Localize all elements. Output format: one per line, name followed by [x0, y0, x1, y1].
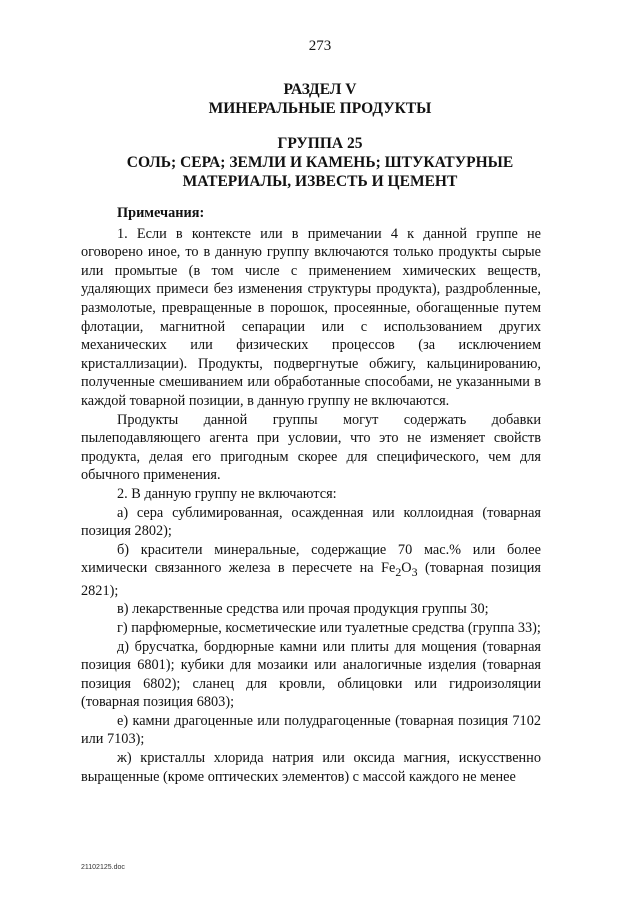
exclusion-item-b [81, 541, 541, 601]
group-heading [0, 134, 640, 191]
item-b-text-pre: б) красители минеральные, содержащие 70 мас.% или более химически связанного железа в пересчете на Fe [81, 541, 541, 577]
footer-filename: 21102125.doc [81, 864, 125, 871]
note-paragraph-2: Продукты данной группы могут содержать добавки пылеподавляющего агента при условии, что это не изменяет свойств продукта, делая его пригодным скорее для специфического, чем для обычного применения. [81, 411, 541, 484]
exclusion-item-e: е) камни драгоценные или полудрагоценные (товарная позиция 7102 или 7103); [81, 712, 541, 748]
notes-body [81, 204, 541, 786]
section-heading [0, 80, 640, 118]
note-paragraph-1: 1. Если в контексте или в примечании 4 к данной группе не оговорено иное, то в данную группу включаются только продукты сырые или промытые (в том числе с применением химических веществ, удаляющих примеси без изменения структуры продукта), раздробленные, размолотые, превращенные в порошок, просеянные, обогащенные путем флотации, магнитной сепарации или с использованием других механических или физических процессов (за исключением кристаллизации). Продукты, подвергнутые обжигу, кальцинированию, полученные смешиванием или обработанные способами, не указанными в каждой товарной позиции, в данную группу не включаются. [81, 225, 541, 409]
exclusion-item-a: а) сера сублимированная, осажденная или коллоидная (товарная позиция 2802); [81, 504, 541, 540]
item-b-text-mid: O [401, 560, 412, 577]
page-number: 273 [308, 38, 332, 54]
section-subtitle: МИНЕРАЛЬНЫЕ ПРОДУКТЫ [208, 100, 432, 117]
exclusion-item-g: г) парфюмерные, косметические или туалетные средства (группа 33); [117, 619, 541, 636]
group-title: ГРУППА 25 [277, 135, 363, 152]
group-name-line2: МАТЕРИАЛЫ, ИЗВЕСТЬ И ЦЕМЕНТ [182, 173, 458, 190]
item-b-subscript-1: 2 [395, 565, 402, 580]
notes-heading: Примечания: [117, 205, 205, 221]
group-name-line1: СОЛЬ; СЕРА; ЗЕМЛИ И КАМЕНЬ; ШТУКАТУРНЫЕ [126, 154, 514, 171]
exclusion-item-v: в) лекарственные средства или прочая продукция группы 30; [117, 601, 489, 618]
note-paragraph-3: 2. В данную группу не включаются: [117, 485, 337, 502]
item-b-subscript-2: 3 [411, 565, 418, 580]
item-b-text-post: (товарная позиция 2821); [81, 560, 541, 599]
section-title: РАЗДЕЛ V [283, 81, 357, 98]
exclusion-item-zh: ж) кристаллы хлорида натрия или оксида магния, искусственно выращенные (кроме оптических элементов) с массой каждого не менее [81, 750, 541, 785]
exclusion-item-d: д) брусчатка, бордюрные камни или плиты для мощения (товарная позиция 6801); кубики для мозаики или аналогичные изделия (товарная позиция 6802); сланец для кровли, облицовки или гидроизоляции (товарная позиция 6803); [81, 638, 541, 711]
